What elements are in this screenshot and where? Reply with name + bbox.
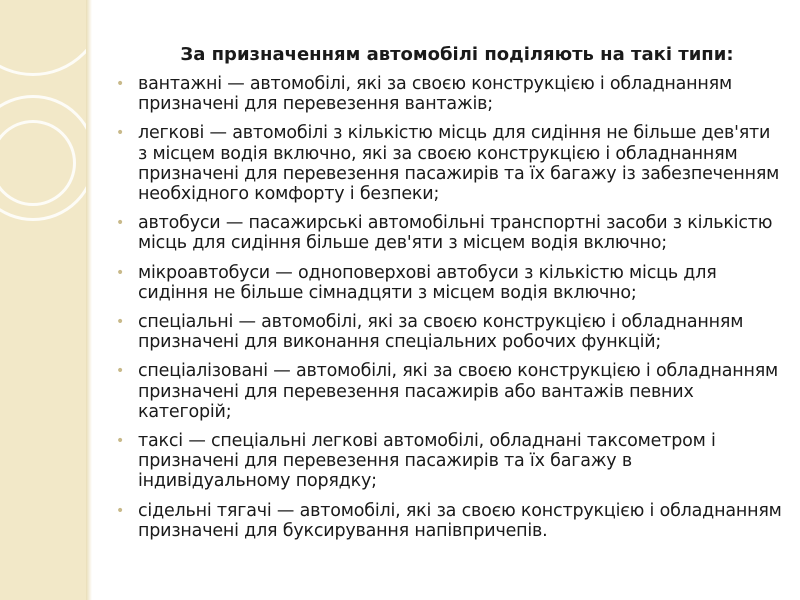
list-item xyxy=(112,213,782,253)
list-item xyxy=(112,501,782,541)
decorative-sidebar xyxy=(0,0,86,600)
list-item xyxy=(112,431,782,492)
list-item-text: спеціальні — автомобілі, які за своєю конструкцією і обладнанням призначені для виконання спеціальних робочих функцій; xyxy=(138,312,744,353)
list-item xyxy=(112,312,782,352)
list-item-text: таксі — спеціальні легкові автомобілі, обладнані таксометром і призначені для перевезення пасажирів та їх багажу в індивідуальному порядку; xyxy=(138,431,716,492)
bullet-icon: • xyxy=(115,363,125,380)
sidebar-edge xyxy=(86,0,92,600)
bullet-icon: • xyxy=(115,264,125,281)
list-item-text: спеціалізовані — автомобілі, які за своєю конструкцією і обладнанням призначені для перевезення пасажирів або вантажів певних категорій; xyxy=(138,361,779,422)
list-item xyxy=(112,74,782,114)
list-item-text: вантажні — автомобілі, які за своєю конструкцією і обладнанням призначені для перевезення вантажів; xyxy=(138,74,732,115)
slide-title: За призначенням автомобілі поділяють на такі типи: xyxy=(180,44,734,65)
slide-content xyxy=(112,44,782,550)
list-item xyxy=(112,263,782,303)
bullet-icon: • xyxy=(115,125,125,142)
bullet-icon: • xyxy=(115,314,125,331)
list-item-text: легкові — автомобілі з кількістю місць для сидіння не більше дев'яти з місцем водія включно, які за своєю конструкцією і обладнанням призначені для перевезення пасажирів та їх багажу із забезпеченням необхідного комфорту і безпеки; xyxy=(138,123,780,205)
list-item xyxy=(112,361,782,422)
list-item xyxy=(112,123,782,204)
list-item-text: автобуси — пасажирські автомобільні транспортні засоби з кількістю місць для сидіння більше дев'яти з місцем водія включно; xyxy=(138,213,773,254)
decorative-circle xyxy=(0,0,86,76)
bullet-icon: • xyxy=(115,502,125,519)
bullet-icon: • xyxy=(115,433,125,450)
bullet-icon: • xyxy=(115,215,125,232)
item-list xyxy=(112,74,782,541)
list-item-text: сідельні тягачі — автомобілі, які за своєю конструкцією і обладнанням призначені для буксирування напівпричепів. xyxy=(138,500,782,541)
list-item-text: мікроавтобуси — одноповерхові автобуси з кількістю місць для сидіння не більше сімнадцяти з місцем водія включно; xyxy=(138,262,717,303)
bullet-icon: • xyxy=(115,76,125,92)
